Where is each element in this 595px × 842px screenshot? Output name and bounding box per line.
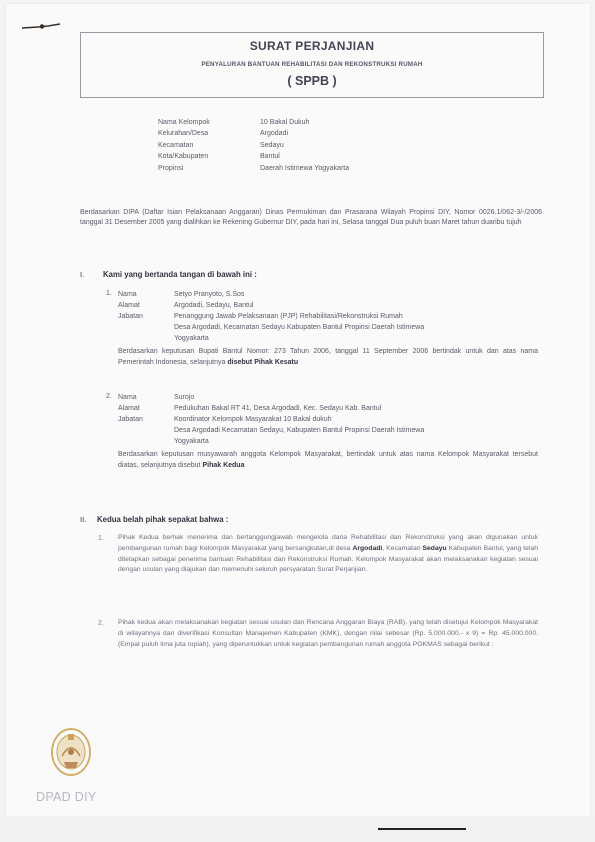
- party-2-name-row: [118, 393, 514, 404]
- clause-1-number: 1.: [98, 535, 104, 542]
- section-1-number: I.: [80, 270, 85, 279]
- field-label: Alamat: [118, 405, 140, 412]
- field-label: Alamat: [118, 302, 140, 309]
- seal-emblem-icon: [48, 726, 94, 778]
- info-value: Sedayu: [260, 141, 284, 149]
- clause-1-text: Pihak Kedua berhak menerima dan bertanggungjawab mengelola dana Rehabilitasi dan Rekonstruksi yang akan digunakan untuk pembangunan rumah bagi Kelompok Masyarakat yang bersangkutan,di desa Argodadi, Kecamatan Sedayu Kabupaten Bantul, yang telah ditetapkan sebagai penerima bantuan Rehabilitasi dan Rekonstruksi Rumah. Kelompok Masyarakat akan melaksanakan kegiatan sesuai dengan usulan yang diajukan dan memenuhi seluruh persyaratan Surat Perjanjian.: [118, 534, 539, 574]
- section-1-title: Kami yang bertanda tangan di bawah ini :: [103, 270, 257, 279]
- info-label: Kota/Kabupaten: [158, 153, 209, 161]
- party-2-number: 2.: [106, 393, 112, 400]
- section-2-title: Kedua belah pihak sepakat bahwa :: [97, 515, 229, 524]
- party-1-statement: Berdasarkan keputusan Bupati Bantul Nomor: 273 Tahun 2006, tanggal 11 September 2006 bertindak untuk dan atas nama Pemerintah Indonesia, selanjutnya disebut Pihak Kesatu: [118, 348, 538, 366]
- info-row: [158, 128, 349, 139]
- party-1-position-extra: [174, 323, 424, 334]
- party-2-position-extra: [174, 426, 424, 437]
- party-2-position-row: [118, 415, 514, 426]
- field-label: Jabatan: [118, 416, 143, 423]
- info-label: Kelurahan/Desa: [158, 130, 209, 138]
- field-value: Koordinator Kelompok Masyarakat 10 Bakal dukuh: [174, 416, 332, 423]
- page-bottom-margin: [0, 816, 595, 842]
- info-value: Bantul: [260, 153, 280, 161]
- info-row: [158, 117, 349, 128]
- info-value: 10 Bakal Dukuh: [260, 119, 310, 126]
- section-2-number: II.: [80, 515, 87, 524]
- field-label: Jabatan: [118, 313, 143, 320]
- info-value: Argodadi: [260, 130, 289, 138]
- field-value: Setyo Pranyoto, S.Sos: [174, 291, 245, 298]
- info-row: [158, 163, 349, 174]
- field-value: Desa Argodadi, Kecamatan Sedayu Kabupaten Bantul Propinsi Daerah Istimewa: [174, 324, 425, 331]
- pen-mark-icon: [20, 20, 70, 32]
- field-value: Yogyakarta: [174, 335, 209, 342]
- party-2-position-extra: [174, 437, 209, 448]
- group-info: [158, 117, 349, 174]
- party-1-designation: disebut Pihak Kesatu: [227, 358, 299, 366]
- field-value: Pedukuhan Bakal RT 41, Desa Argodadi, Kec. Sedayu Kab. Bantul: [174, 405, 382, 412]
- info-label: Propinsi: [158, 164, 184, 172]
- party-1-number: 1.: [106, 290, 112, 297]
- info-row: [158, 151, 349, 162]
- document-title: SURAT PERJANJIAN: [249, 39, 375, 53]
- title-box: [80, 32, 544, 98]
- party-2-statement: Berdasarkan keputusan musyawarah anggota Kelompok Masyarakat, bertindak untuk atas nama Kelompok Masyarakat tersebut diatas, selanjutnya disebut Pihak Kedua: [118, 451, 538, 469]
- clause-2-number: 2.: [98, 620, 104, 627]
- field-label: Nama: [118, 291, 137, 298]
- party-1-position-row: [118, 312, 514, 323]
- document-code: ( SPPB ): [287, 74, 337, 88]
- field-value: Penanggung Jawab Pelaksanaan (PJP) Rehabilitasi/Rekonstruksi Rumah: [174, 313, 403, 320]
- clause-2-text: Pihak kedua akan melaksanakan kegiatan sesuai usulan dan Rencana Anggaran Biaya (RAB), yang telah disetujui Kelompok Masyarakat di wilayahnya dan diverifikasi Konsultan Manajemen Kabupaten (KMK), dengan nilai sebesar (Rp. 5.000.000,- x 9) = Rp. 45.000.000. (Empat puluh lima juta rupiah), yang diperuntukkan untuk kegiatan pembangunan rumah anggota POKMAS sebagai berikut :: [118, 619, 538, 648]
- info-row: [158, 140, 349, 151]
- village-name: Argodadi: [352, 544, 383, 552]
- document-subtitle: PENYALURAN BANTUAN REHABILITASI DAN REKONSTRUKSI RUMAH: [201, 61, 423, 68]
- party-2-address-row: [118, 404, 514, 415]
- watermark-text: DPAD DIY: [36, 790, 97, 804]
- party-1-address-row: [118, 301, 514, 312]
- field-value: Yogyakarta: [174, 438, 209, 445]
- info-label: Kecamatan: [158, 141, 194, 149]
- field-value: Surojo: [174, 394, 195, 401]
- intro-paragraph: Berdasarkan DIPA (Daftar Isian Pelaksanaan Anggaran) Dinas Permukiman dan Prasarana Wilayah Propinsi DIY, Nomor 0026.1/062-3/-/2006 tanggal 31 Desember 2005 yang dialihkan ke Rekening Gubernur DIY, pada hari ini, Selasa tanggal Dua puluh buan Maret tahun duaribu tujuh: [80, 209, 542, 227]
- party-2-designation: Pihak Kedua: [202, 461, 245, 469]
- field-value: Argodadi, Sedayu, Bantul: [174, 302, 254, 309]
- info-label: Nama Kelompok: [158, 119, 210, 126]
- field-value: Desa Argodadi Kecamatan Sedayu, Kabupaten Bantul Propinsi Daerah Istimewa: [174, 427, 425, 434]
- district-name: Sedayu: [422, 544, 447, 552]
- party-1-name-row: [118, 290, 514, 301]
- party-1-position-extra: [174, 334, 209, 345]
- underline-mark: [378, 828, 466, 830]
- info-value: Daerah Istimewa Yogyakarta: [260, 164, 350, 172]
- field-label: Nama: [118, 394, 137, 401]
